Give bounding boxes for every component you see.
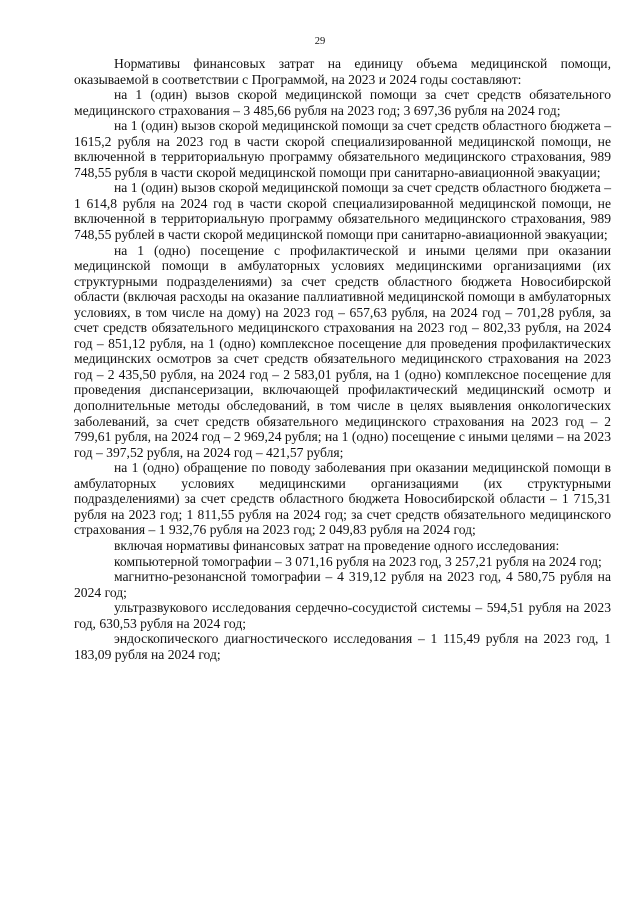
paragraph-endoscopy: эндоскопического диагностического исследования – 1 115,49 рубля на 2023 год, 1 183,09 рубля на 2024 год; (74, 631, 611, 662)
document-body (74, 56, 611, 662)
paragraph-ultrasound: ультразвукового исследования сердечно-сосудистой системы – 594,51 рубля на 2023 год, 630,53 рубля на 2024 год; (74, 600, 611, 631)
paragraph-preventive-visit: на 1 (одно) посещение с профилактической и иными целями при оказании медицинской помощи в амбулаторных условиях медицинскими организациями (их структурными подразделениями) за счет средств областного бюджета Новосибирской области (включая расходы на оказание паллиативной медицинской помощи в амбулаторных условиях, в том числе на дому) на 2023 год – 657,63 рубля, на 2024 год – 701,28 рубля, за счет средств обязательного медицинского страхования на 2023 год – 802,33 рубля, на 2024 год – 851,12 рубля, на 1 (одно) комплексное посещение для проведения профилактических медицинских осмотров за счет средств обязательного медицинского страхования на 2023 год – 2 435,50 рубля, на 2024 год – 2 583,01 рубля, на 1 (одно) комплексное посещение для проведения диспансеризации, включающей профилактический медицинский осмотр и дополнительные методы обследований, в том числе в целях выявления онкологических заболеваний, за счет средств обязательного медицинского страхования на 2023 год – 2 799,61 рубля, на 2024 год – 2 969,24 рубля; на 1 (одно) посещение с иными целями – на 2023 год – 397,52 рубля, на 2024 год – 421,57 рубля; (74, 242, 611, 460)
paragraph-ambulance-oms: на 1 (один) вызов скорой медицинской помощи за счет средств обязательного медицинского страхования – 3 485,66 рубля на 2023 год; 3 697,36 рубля на 2024 год; (74, 87, 611, 118)
paragraph-ambulance-budget-2024: на 1 (один) вызов скорой медицинской помощи за счет средств областного бюджета – 1 614,8 рубля на 2024 год в части скорой специализированной медицинской помощи, не включенной в территориальную программу обязательного медицинского страхования, 989 748,55 рублей в части скорой медицинской помощи при санитарно-авиационной эвакуации; (74, 180, 611, 243)
paragraph-disease-appeal: на 1 (одно) обращение по поводу заболевания при оказании медицинской помощи в амбулаторных условиях медицинскими организациями (их структурными подразделениями) за счет средств областного бюджета Новосибирской области – 1 715,31 рубля на 2023 год; 1 811,55 рубля на 2024 год; за счет средств обязательного медицинского страхования – 1 932,76 рубля на 2023 год; 2 049,83 рубля на 2024 год; (74, 460, 611, 538)
paragraph-mri: магнитно-резонансной томографии – 4 319,12 рубля на 2023 год, 4 580,75 рубля на 2024 год; (74, 569, 611, 600)
page-number: 29 (314, 36, 326, 47)
paragraph-ct: компьютерной томографии – 3 071,16 рубля на 2023 год, 3 257,21 рубля на 2024 год; (114, 553, 602, 569)
paragraph-research-intro: включая нормативы финансовых затрат на проведение одного исследования: (114, 537, 560, 553)
paragraph-intro: Нормативы финансовых затрат на единицу объема медицинской помощи, оказываемой в соответствии с Программой, на 2023 и 2024 годы составляют: (74, 56, 611, 87)
paragraph-ambulance-budget-2023: на 1 (один) вызов скорой медицинской помощи за счет средств областного бюджета – 1615,2 рубля на 2023 год в части скорой специализированной медицинской помощи, не включенной в территориальную программу обязательного медицинского страхования, 989 748,55 рубля в части скорой медицинской помощи при санитарно-авиационной эвакуации; (74, 118, 611, 180)
